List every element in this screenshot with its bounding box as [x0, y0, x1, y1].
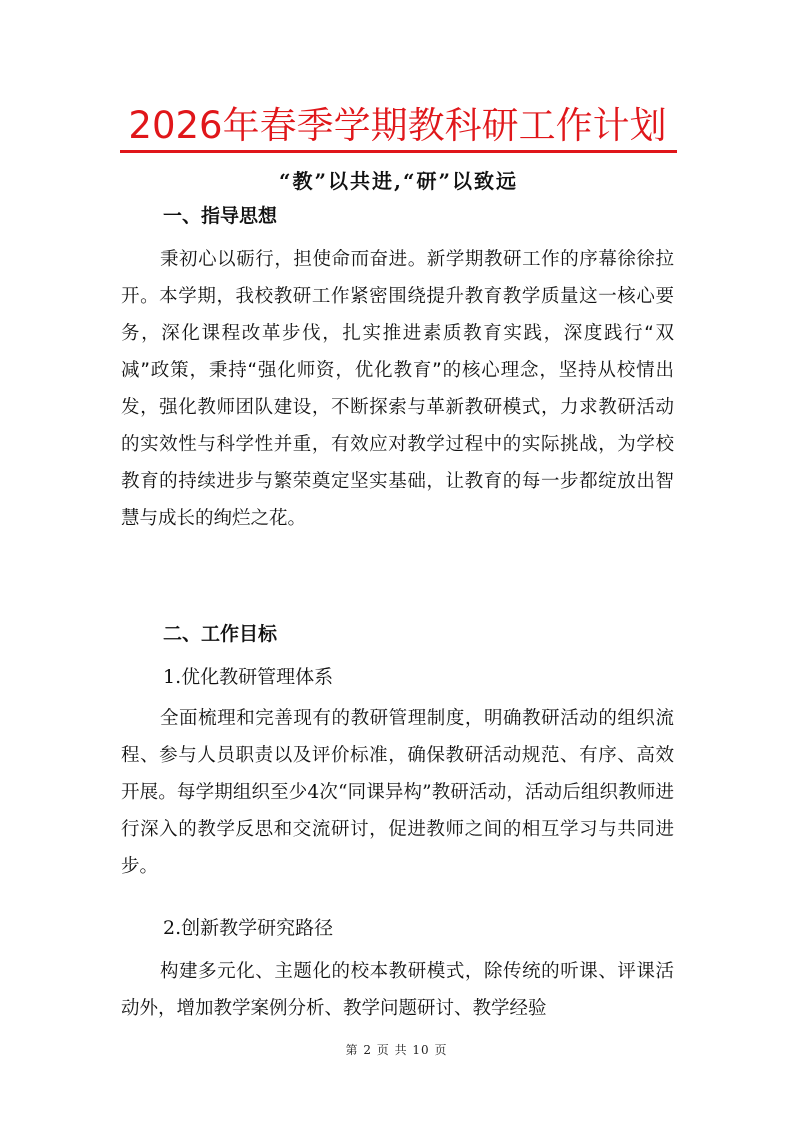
section-heading-work-goals: 二、工作目标 [163, 623, 278, 645]
document-title: 2026年春季学期教科研工作计划 [128, 104, 667, 147]
subheading-innovate-research: 2.创新教学研究路径 [163, 917, 334, 939]
paragraph-innovate-research: 构建多元化、主题化的校本教研模式，除传统的听课、评课活动外，增加教学案例分析、教学问题研讨、教学经验 [121, 961, 674, 1019]
section-heading-guiding-ideology: 一、指导思想 [163, 205, 278, 227]
title-underline [120, 150, 677, 153]
paragraph-guiding-ideology: 秉初心以砺行，担使命而奋进。新学期教研工作的序幕徐徐拉开。本学期，我校教研工作紧密围绕提升教育教学质量这一核心要务，深化课程改革步伐，扎实推进素质教育实践，深度践行“双减”政策，秉持“强化师资，优化教育”的核心理念，坚持从校情出发，强化教师团队建设，不断探索与革新教研模式，力求教研活动的实效性与科学性并重，有效应对教学过程中的实际挑战，为学校教育的持续进步与繁荣奠定坚实基础，让教育的每一步都绽放出智慧与成长的绚烂之花。 [121, 249, 674, 529]
document-subtitle: “教”以共进,“研”以致远 [279, 169, 518, 193]
page-number-footer: 第 2 页 共 10 页 [345, 1043, 448, 1057]
subheading-optimize-management: 1.优化教研管理体系 [163, 666, 334, 688]
paragraph-optimize-management: 全面梳理和完善现有的教研管理制度，明确教研活动的组织流程、参与人员职责以及评价标准，确保教研活动规范、有序、高效开展。每学期组织至少4次“同课异构”教研活动，活动后组织教师进行深入的教学反思和交流研讨，促进教师之间的相互学习与共同进步。 [121, 708, 674, 877]
